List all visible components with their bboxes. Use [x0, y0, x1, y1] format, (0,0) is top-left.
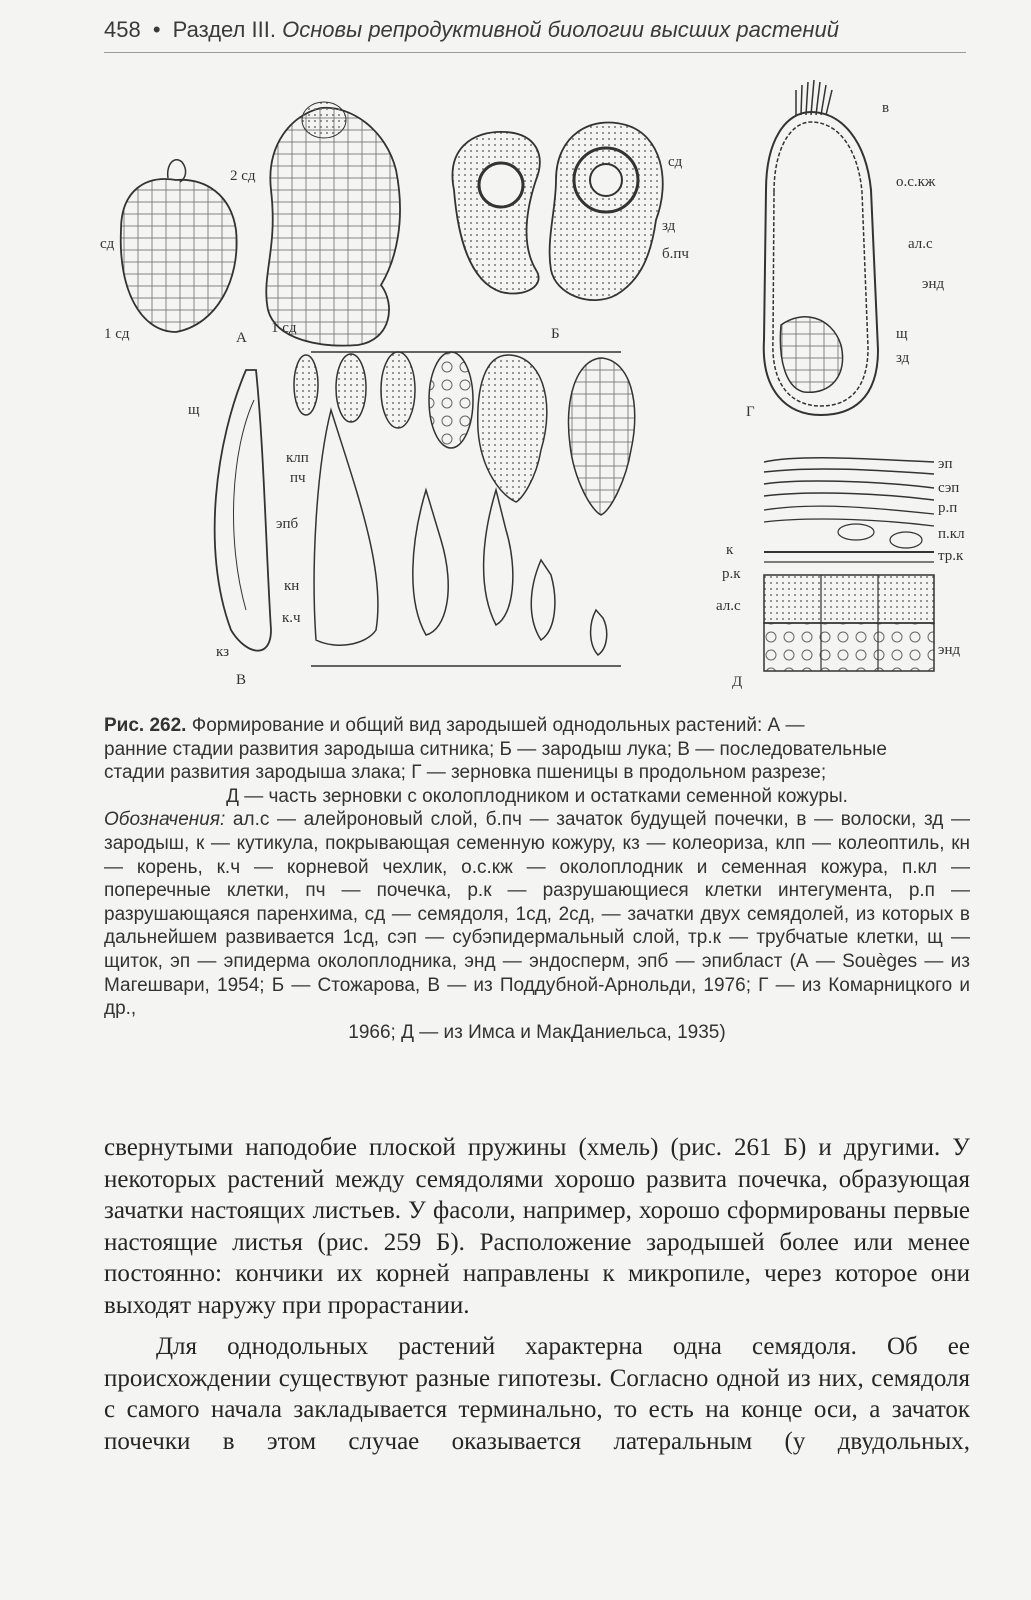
label-d-pkl: п.кл — [938, 526, 965, 542]
label-g-osk: о.с.кж — [896, 174, 936, 190]
section-label: Раздел III. — [172, 17, 276, 42]
label-d-end: энд — [938, 642, 961, 658]
paragraph-1: свернутыми наподобие плоской пружины (хмель) (рис. 261 Б) и другими. У некоторых растений между семядолями хорошо развита почечка, образующая зачатки настоящих листьев. У фасоли, например, хорошо сформированы первые настоящие листья (рис. 259 Б). Расположение зародышей более или менее постоянно: кончики их корней направлены к микропиле, через которое они выходят наружу при прорастании. — [104, 1134, 970, 1319]
legend-text: ал.с — алейроновый слой, б.пч — зачаток будущей почечки, в — волоски, зд — зародыш, к — кутикула, покрывающая семенную кожуру, кз — колеориза, клп — колеоптиль, кн — корень, к.ч — корневой чехлик, о.с.кж — околоплодник и семенная кожура, п.кл — поперечные клетки, пч — почечка, р.к — разрушающиеся клетки интегумента, р.п — разрушающаяся паренхима, сд — семядоля, 1сд, 2сд, — зачатки двух семядолей, из которых в дальнейшем развивается 1сд, сэп — субэпидермальный слой, тр.к — трубчатые клетки, щ — щиток, эп — эпидерма околоплодника, энд — эндосперм, эпб — эпибласт (А — Souèges — из Магешвари, 1954; Б — Стожарова, В — из Поддубной-Арнольди, 1976; Г — из Комарницкого и др., — [104, 809, 970, 1020]
bullet-separator: • — [152, 17, 161, 42]
label-b-sd: сд — [668, 154, 683, 170]
panel-label-a: А — [236, 330, 247, 346]
figure-262 — [96, 70, 976, 698]
label-g-sch: щ — [896, 326, 908, 342]
figure-caption — [104, 714, 970, 1044]
label-a-2sd: 2 сд — [230, 168, 256, 184]
label-v-pch: пч — [290, 470, 306, 486]
paragraph-2: Для однодольных растений характерна одна семядоля. Об ее происхождении существуют разные гипотезы. Согласно одной из них, семядоля с самого начала закладывается терминально, то есть на конце оси, а зачаток почечки в этом случае оказывается латеральным (у двудольных, — [104, 1333, 970, 1455]
panel-label-v: В — [236, 672, 247, 688]
label-d-trk: тр.к — [938, 548, 964, 564]
label-b-bpch: б.пч — [662, 246, 689, 262]
section-title: Основы репродуктивной биологии высших растений — [282, 17, 839, 42]
label-v-kz: кз — [216, 644, 230, 660]
label-v-epb: эпб — [276, 516, 299, 532]
panel-label-g: Г — [746, 404, 755, 420]
label-a-1sd-right: 1 сд — [271, 320, 297, 336]
label-g-als: ал.с — [908, 236, 933, 252]
label-a-1sd-left: 1 сд — [104, 326, 130, 342]
figure-number: Рис. 262. — [104, 715, 187, 736]
main-text — [104, 1132, 970, 1457]
caption-line-1: Формирование и общий вид зародышей однодольных растений: А — — [186, 715, 805, 736]
panel-g-drawing — [764, 80, 878, 415]
label-d-sep: сэп — [938, 480, 960, 496]
panel-b-drawing — [453, 122, 663, 300]
caption-line-4: Д — часть зерновки с околоплодником и остатками семенной кожуры. — [226, 785, 848, 807]
label-a-sd: сд — [100, 236, 115, 252]
caption-last-line: 1966; Д — из Имса и МакДаниельса, 1935) — [348, 1021, 726, 1043]
label-v-kch: к.ч — [282, 610, 301, 626]
label-b-zd: зд — [662, 218, 676, 234]
caption-line-3: стадии развития зародыша злака; Г — зерновка пшеницы в продольном разрезе; — [104, 762, 827, 784]
label-d-k: к — [726, 542, 734, 558]
caption-line-2: ранние стадии развития зародыша ситника; Б — зародыш лука; В — последовательные — [104, 738, 887, 760]
panel-label-b: Б — [551, 326, 560, 342]
page-number: 458 — [104, 17, 141, 42]
panel-v-drawing — [215, 352, 635, 666]
label-v-kn: кн — [284, 578, 300, 594]
label-d-rk: р.к — [722, 566, 741, 582]
label-d-ep: эп — [938, 456, 953, 472]
panel-label-d: Д — [732, 674, 743, 690]
label-d-als: ал.с — [716, 598, 741, 614]
legend-heading: Обозначения: — [104, 809, 226, 831]
figure-illustration — [96, 70, 976, 698]
label-d-rp: р.п — [938, 500, 958, 516]
label-g-v: в — [882, 100, 890, 116]
panel-a-drawing — [121, 102, 400, 346]
panel-d-drawing — [764, 458, 934, 671]
label-v-klp: клп — [286, 450, 309, 466]
label-g-end: энд — [922, 276, 945, 292]
label-g-zd: зд — [896, 350, 910, 366]
label-v-sh: щ — [188, 402, 200, 418]
running-header — [104, 14, 966, 53]
